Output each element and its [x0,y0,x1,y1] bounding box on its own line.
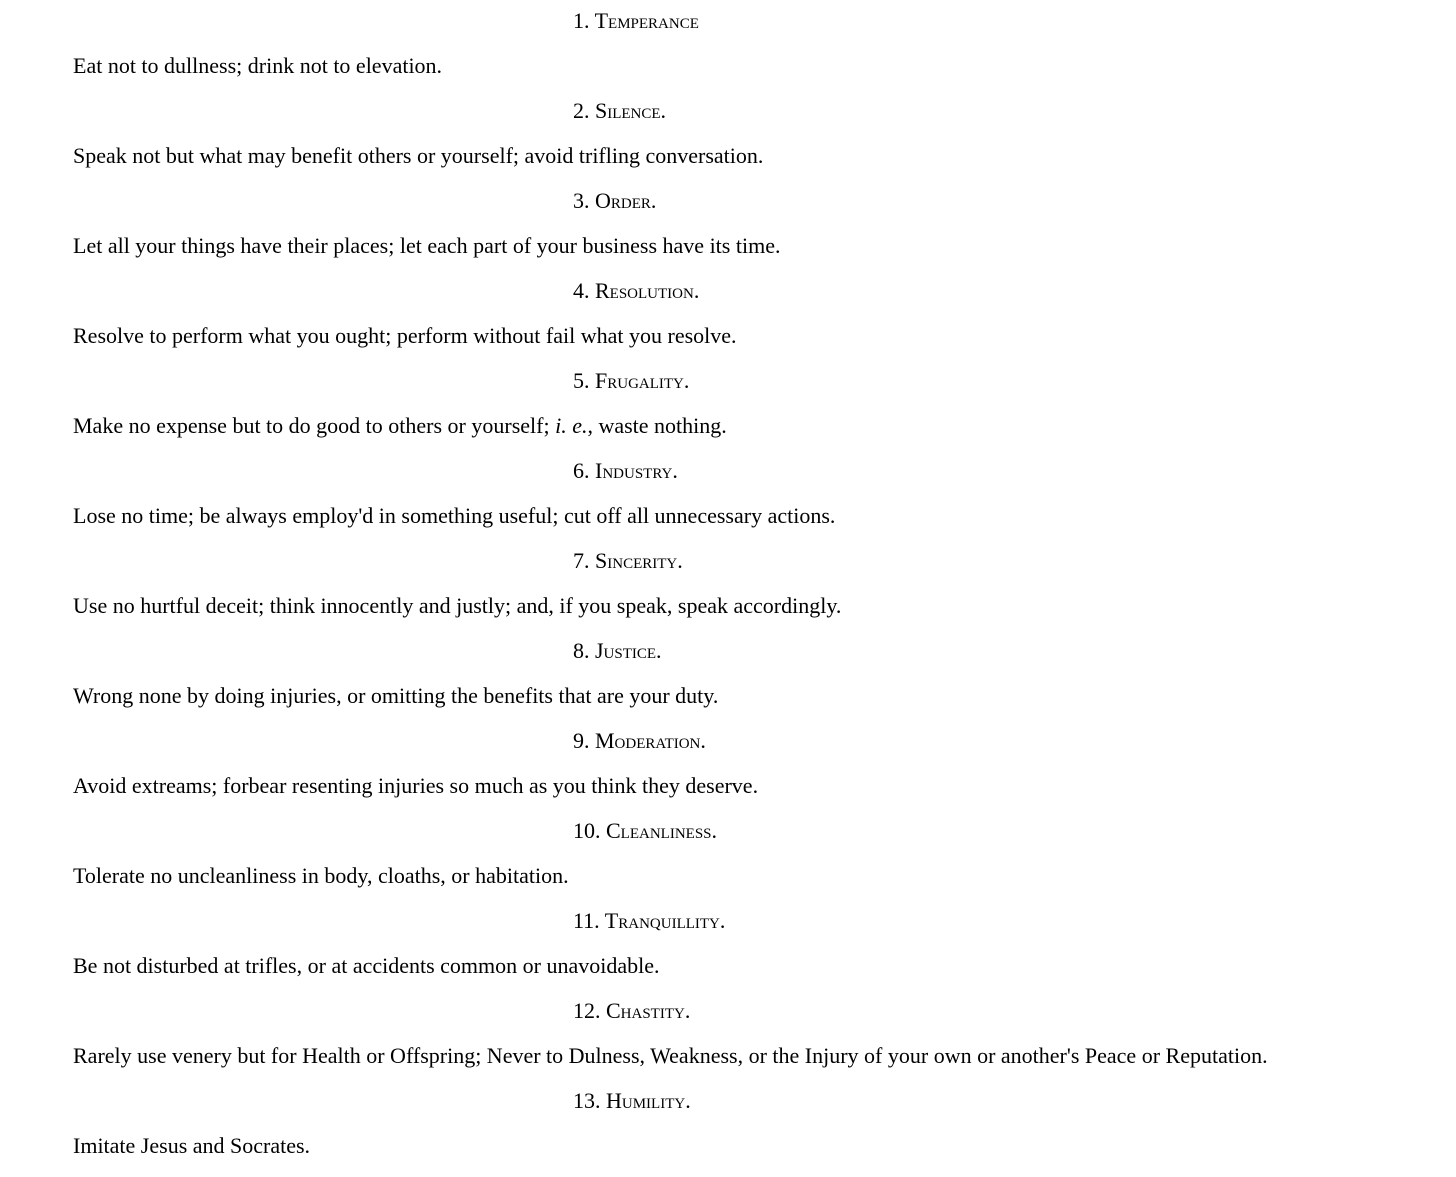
virtue-precept: Resolve to perform what you ought; perform without fail what you resolve. [73,323,737,348]
virtue-precept: Lose no time; be always employ'd in something useful; cut off all unnecessary actions. [73,503,836,528]
virtue-number: 10. [573,818,601,843]
virtue-number: 3. [573,188,590,213]
precept-italic-text: i. e. [555,413,588,438]
virtue-silence [0,90,1456,180]
virtue-number: 12. [573,998,601,1023]
virtue-number: 1. [573,8,590,33]
virtue-precept: Avoid extreams; forbear resenting injuries so much as you think they deserve. [73,773,759,798]
virtue-resolution [0,270,1456,360]
virtue-number: 8. [573,638,590,663]
precept-text: Make no expense but to do good to others or yourself; [73,413,556,438]
virtue-heading [573,276,699,306]
virtue-name: Temperance [594,8,699,33]
virtue-order [0,180,1456,270]
virtue-name: Frugality. [595,368,690,393]
virtue-sincerity [0,540,1456,630]
virtue-precept: Wrong none by doing injuries, or omitting the benefits that are your duty. [73,683,719,708]
virtue-number: 2. [573,98,590,123]
virtue-name: Industry. [595,458,678,483]
virtue-name: Justice. [595,638,662,663]
virtue-cleanliness [0,810,1456,900]
virtue-name: Order. [595,188,657,213]
virtue-heading [573,636,662,666]
virtue-name: Sincerity. [595,548,683,573]
virtue-name: Humility. [606,1088,691,1113]
virtue-heading [573,1086,691,1116]
virtue-precept: Be not disturbed at trifles, or at accidents common or unavoidable. [73,953,660,978]
precept-text: , waste nothing. [587,413,727,438]
virtue-number: 7. [573,548,590,573]
virtue-name: Silence. [595,98,667,123]
virtue-precept: Rarely use venery but for Health or Offspring; Never to Dulness, Weakness, or the Injury of your own or another's Peace or Reputation. [73,1043,1268,1068]
virtue-tranquillity [0,900,1456,990]
virtue-heading [573,996,690,1026]
virtue-moderation [0,720,1456,810]
virtue-name: Chastity. [606,998,691,1023]
virtue-industry [0,450,1456,540]
virtue-heading [573,6,699,36]
virtue-humility [0,1080,1456,1170]
virtue-precept [73,411,727,441]
virtue-name: Resolution. [595,278,700,303]
virtue-precept: Use no hurtful deceit; think innocently and justly; and, if you speak, speak accordingly. [73,593,842,618]
virtue-name: Moderation. [595,728,706,753]
virtue-number: 5. [573,368,590,393]
virtue-heading [573,186,656,216]
virtue-justice [0,630,1456,720]
virtue-precept: Eat not to dullness; drink not to elevation. [73,53,443,78]
virtue-name: Tranquillity. [604,908,726,933]
virtue-number: 6. [573,458,590,483]
virtue-frugality [0,360,1456,450]
virtue-chastity [0,990,1456,1080]
virtue-heading [573,96,666,126]
virtue-precept: Let all your things have their places; let each part of your business have its time. [73,233,781,258]
virtue-heading [573,816,717,846]
virtue-temperance [0,0,1456,90]
virtue-number: 13. [573,1088,601,1113]
virtue-number: 4. [573,278,590,303]
virtue-heading [573,546,683,576]
virtue-heading [573,906,725,936]
virtue-name: Cleanliness. [606,818,718,843]
virtue-precept: Tolerate no uncleanliness in body, cloaths, or habitation. [73,863,569,888]
virtue-number: 9. [573,728,590,753]
virtue-heading [573,366,689,396]
virtue-precept: Imitate Jesus and Socrates. [73,1133,311,1158]
virtue-heading [573,726,706,756]
virtue-precept: Speak not but what may benefit others or yourself; avoid trifling conversation. [73,143,764,168]
virtue-heading [573,456,678,486]
virtue-number: 11. [573,908,600,933]
